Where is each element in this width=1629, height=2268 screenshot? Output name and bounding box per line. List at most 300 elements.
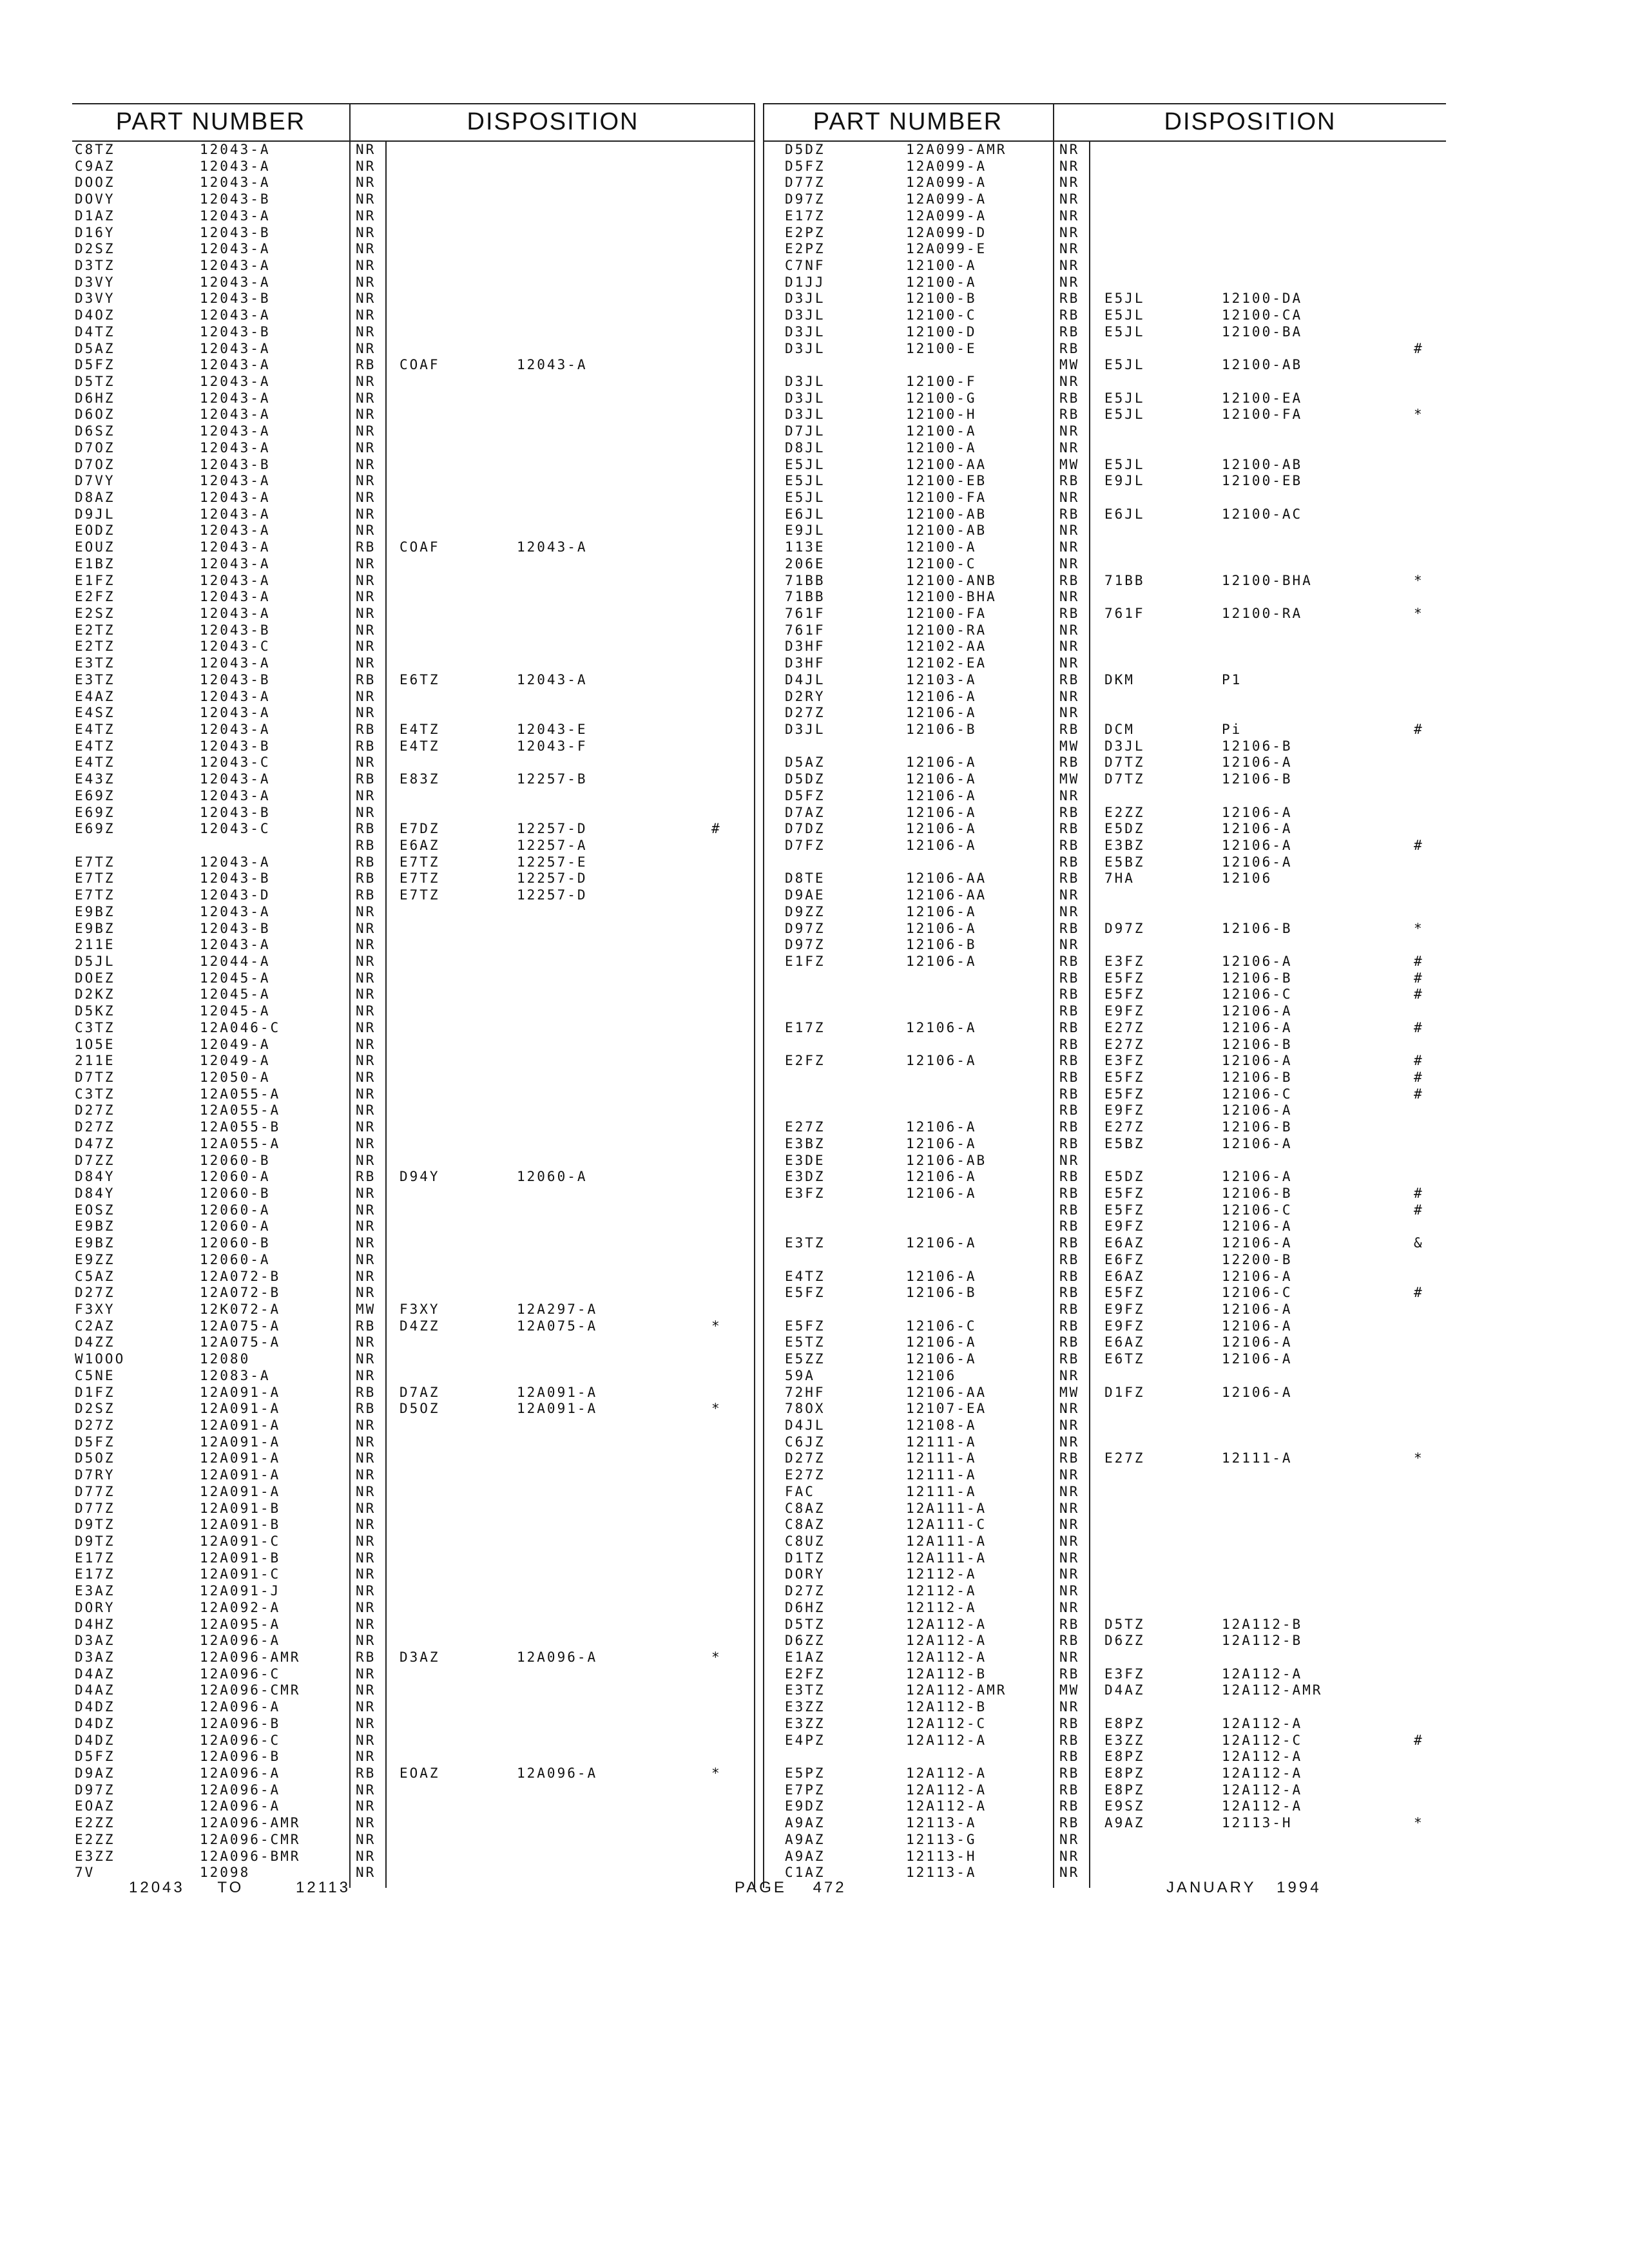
table-row <box>763 1450 1446 1467</box>
part-number: 12043-A <box>200 903 271 919</box>
part-number: 12060-A <box>200 1169 271 1185</box>
table-row <box>72 655 755 672</box>
disposition-code: NR <box>1059 639 1080 655</box>
replacement-number: 12106-B <box>1222 738 1293 754</box>
disposition-code: NR <box>1059 555 1080 572</box>
disposition-code: NR <box>356 224 376 240</box>
table-row <box>72 1550 755 1567</box>
part-code: D5FZ <box>75 1434 115 1450</box>
disposition-code: NR <box>356 1102 376 1119</box>
table-row <box>763 324 1446 341</box>
replacement-code: E27Z <box>1104 1036 1145 1052</box>
replacement-code: E6TZ <box>1104 1351 1145 1367</box>
table-row <box>763 705 1446 722</box>
disposition-code: NR <box>1059 258 1080 273</box>
table-row <box>763 1815 1446 1832</box>
part-code: D3JL <box>785 407 825 423</box>
replacement-code: E4TZ <box>400 722 440 737</box>
replacement-number: 12A112-B <box>1222 1633 1303 1649</box>
disposition-code: NR <box>356 655 376 671</box>
part-code: EOAZ <box>75 1798 115 1814</box>
part-number: 12100-B <box>906 291 977 307</box>
mark: # <box>1414 970 1424 986</box>
replacement-number: 12106-C <box>1222 1285 1293 1301</box>
disposition-code: NR <box>356 1251 376 1267</box>
table-row <box>72 1169 755 1186</box>
disposition-code: NR <box>1059 490 1080 505</box>
replacement-number: 12106-B <box>1222 970 1293 986</box>
part-code: D1TZ <box>785 1550 825 1566</box>
part-code: E2PZ <box>785 241 825 257</box>
replacement-code: E8PZ <box>1104 1782 1145 1798</box>
replacement-number: 12106-A <box>1222 1169 1293 1185</box>
disposition-code: NR <box>1059 655 1080 671</box>
table-row <box>763 639 1446 655</box>
part-number: 12100-A <box>906 439 977 456</box>
mark: * <box>1414 572 1424 588</box>
replacement-number: 12100-BA <box>1222 323 1303 340</box>
disposition-code: NR <box>356 920 376 936</box>
table-row <box>72 738 755 755</box>
part-code: E9ZZ <box>75 1251 115 1267</box>
disposition-code: NR <box>356 1268 376 1284</box>
disposition-code: RB <box>1059 1450 1080 1466</box>
replacement-code: E8PZ <box>1104 1765 1145 1781</box>
part-code: D6HZ <box>785 1599 825 1615</box>
table-row <box>72 407 755 423</box>
part-code: E17Z <box>785 1019 825 1035</box>
part-code: D77Z <box>785 175 825 191</box>
replacement-number: 12200-B <box>1222 1251 1293 1267</box>
replacement-number: 12257-B <box>517 771 588 787</box>
replacement-number: 12100-DA <box>1222 291 1303 307</box>
replacement-code: COAF <box>400 357 440 373</box>
replacement-code: E9FZ <box>1104 1302 1145 1317</box>
part-code: E9DZ <box>785 1798 825 1814</box>
table-row <box>72 523 755 539</box>
part-code: D7ZZ <box>75 1152 115 1168</box>
table-row <box>72 1334 755 1351</box>
part-code: D97Z <box>785 920 825 936</box>
part-number: 12A112-C <box>906 1715 987 1731</box>
replacement-number: 12A112-C <box>1222 1732 1303 1748</box>
part-code: E1AZ <box>785 1649 825 1665</box>
replacement-number: 12106 <box>1222 870 1273 887</box>
table-row <box>72 639 755 655</box>
page-label: PAGE <box>735 1879 787 1896</box>
part-code: 761F <box>785 622 825 638</box>
part-code: D5DZ <box>785 142 825 157</box>
part-number: 12112-A <box>906 1599 977 1615</box>
part-number: 12049-A <box>200 1053 271 1069</box>
part-code: E2FZ <box>785 1666 825 1682</box>
table-row <box>763 142 1446 159</box>
part-code: D84Y <box>75 1186 115 1201</box>
table-row <box>72 1368 755 1385</box>
disposition-code: NR <box>356 705 376 721</box>
table-row <box>763 1749 1446 1765</box>
part-code: D1AZ <box>75 207 115 224</box>
part-code: D7JL <box>785 423 825 439</box>
table-row <box>72 1136 755 1153</box>
part-code: D8AZ <box>75 490 115 505</box>
part-code: D4DZ <box>75 1699 115 1715</box>
disposition-code: NR <box>356 1782 376 1798</box>
disposition-code: RB <box>356 1649 376 1665</box>
replacement-code: E5FZ <box>1104 1070 1145 1085</box>
replacement-code: D1FZ <box>1104 1384 1145 1400</box>
table-row <box>72 241 755 258</box>
replacement-code: E5JL <box>1104 357 1145 373</box>
disposition-code: NR <box>356 1715 376 1731</box>
replacement-number: 12A096-A <box>517 1765 598 1781</box>
part-code: D1FZ <box>75 1384 115 1400</box>
table-row <box>72 986 755 1003</box>
part-number: 12100-D <box>906 323 977 340</box>
part-number: 12A112-A <box>906 1633 987 1649</box>
table-row <box>763 1285 1446 1302</box>
table-row <box>72 1020 755 1037</box>
table-row <box>72 1649 755 1666</box>
table-row <box>763 473 1446 490</box>
part-code: E69Z <box>75 821 115 837</box>
replacement-number: 12106-A <box>1222 1318 1293 1334</box>
replacement-code: D5TZ <box>1104 1616 1145 1632</box>
disposition-code: NR <box>1059 1418 1080 1433</box>
replacement-code: DCM <box>1104 722 1135 737</box>
replacement-code: E3BZ <box>1104 838 1145 853</box>
part-number: 12106-A <box>906 1186 977 1201</box>
replacement-number: 12043-A <box>517 357 588 373</box>
part-code: C8UZ <box>785 1533 825 1549</box>
part-number: 12106-AA <box>906 870 987 887</box>
part-code: D9JL <box>75 506 115 522</box>
part-code: E5FZ <box>785 1318 825 1334</box>
table-row <box>72 771 755 788</box>
disposition-code: MW <box>1059 456 1080 472</box>
replacement-number: 12257-E <box>517 854 588 870</box>
disposition-code: NR <box>356 970 376 986</box>
disposition-code: NR <box>356 1566 376 1582</box>
table-row <box>763 1086 1446 1103</box>
table-row <box>763 986 1446 1003</box>
part-code: D5FZ <box>785 158 825 174</box>
part-code: D77Z <box>75 1500 115 1516</box>
part-number: 12043-A <box>200 523 271 539</box>
replacement-code: D5OZ <box>400 1401 440 1417</box>
replacement-code: D3JL <box>1104 738 1145 754</box>
part-number: 12106-AB <box>906 1152 987 1168</box>
part-number: 12043-B <box>200 671 271 687</box>
part-code: D4JL <box>785 671 825 687</box>
table-row <box>763 1153 1446 1169</box>
table-row <box>72 291 755 307</box>
disposition-code: RB <box>1059 1036 1080 1052</box>
replacement-code: E5DZ <box>1104 821 1145 837</box>
part-number: 12050-A <box>200 1070 271 1085</box>
part-code: E7TZ <box>75 870 115 887</box>
part-number: 12A112-A <box>906 1765 987 1781</box>
table-row <box>72 838 755 854</box>
part-code: E3ZZ <box>785 1715 825 1731</box>
disposition-code: NR <box>1059 224 1080 240</box>
replacement-code: E3FZ <box>1104 1053 1145 1069</box>
part-number: 12A112-A <box>906 1782 987 1798</box>
part-number: 12043-A <box>200 357 271 373</box>
table-row <box>72 1302 755 1318</box>
part-code: 59A <box>785 1367 815 1383</box>
replacement-code: E5FZ <box>1104 1186 1145 1201</box>
table-row <box>763 1318 1446 1335</box>
replacement-code: A9AZ <box>1104 1815 1145 1831</box>
replacement-code: E9FZ <box>1104 1102 1145 1119</box>
part-number: 12A112-A <box>906 1798 987 1814</box>
replacement-number: 12100-EB <box>1222 473 1303 489</box>
part-code: D2KZ <box>75 986 115 1003</box>
part-number: 12A091-C <box>200 1566 281 1582</box>
part-code: D5FZ <box>75 1749 115 1765</box>
disposition-code: NR <box>356 490 376 505</box>
replacement-number: 12A112-A <box>1222 1798 1303 1814</box>
replacement-code: E5FZ <box>1104 1202 1145 1218</box>
part-code: D6SZ <box>75 423 115 439</box>
table-row <box>72 539 755 556</box>
part-number: 12106-B <box>906 1285 977 1301</box>
part-code: E3DZ <box>785 1169 825 1185</box>
disposition-code: NR <box>356 1036 376 1052</box>
disposition-code: NR <box>356 1699 376 1715</box>
table-row <box>72 1070 755 1086</box>
disposition-code: NR <box>1059 1599 1080 1615</box>
replacement-code: E4TZ <box>400 738 440 754</box>
table-row <box>72 705 755 722</box>
disposition-code: NR <box>1059 191 1080 207</box>
part-number: 12044-A <box>200 954 271 969</box>
table-row <box>72 1501 755 1517</box>
part-number: 12A096-C <box>200 1732 281 1748</box>
part-code: C7NF <box>785 258 825 273</box>
table-row <box>763 1716 1446 1733</box>
part-number: 12113-H <box>906 1848 977 1864</box>
table-row <box>763 738 1446 755</box>
table-row <box>72 423 755 440</box>
part-number: 12043-A <box>200 175 271 191</box>
disposition-code: RB <box>1059 920 1080 936</box>
part-number: 12043-A <box>200 705 271 721</box>
part-number: 12A091-A <box>200 1418 281 1433</box>
part-code: E43Z <box>75 771 115 787</box>
table-row <box>72 904 755 921</box>
part-code: D3JL <box>785 390 825 406</box>
disposition-code: RB <box>1059 754 1080 771</box>
replacement-code: E6AZ <box>1104 1235 1145 1251</box>
table-row <box>72 341 755 358</box>
replacement-number: 12106-A <box>1222 1135 1293 1151</box>
part-number: 12049-A <box>200 1036 271 1052</box>
part-code: EOUZ <box>75 539 115 555</box>
part-number: 12A096-A <box>200 1782 281 1798</box>
disposition-code: RB <box>1059 1782 1080 1798</box>
replacement-code: E2ZZ <box>1104 804 1145 820</box>
disposition-code: NR <box>356 1367 376 1383</box>
part-code: D4HZ <box>75 1616 115 1632</box>
table-row <box>763 457 1446 474</box>
table-row <box>763 506 1446 523</box>
mark: * <box>711 1649 722 1665</box>
replacement-number: 12257-D <box>517 887 588 903</box>
part-number: 12111-A <box>906 1450 977 1466</box>
disposition-code: NR <box>356 1865 376 1881</box>
part-code: E1FZ <box>75 572 115 588</box>
table-row <box>763 407 1446 423</box>
table-row <box>72 606 755 622</box>
disposition-code: NR <box>356 191 376 207</box>
part-number: 12A099-AMR <box>906 142 1007 157</box>
replacement-number: 12257-D <box>517 870 588 887</box>
replacement-number: 12257-A <box>517 838 588 853</box>
disposition-code: NR <box>1059 1367 1080 1383</box>
part-code: E3TZ <box>75 671 115 687</box>
part-number: 12106-A <box>906 1334 977 1350</box>
table-row <box>763 1368 1446 1385</box>
table-row <box>72 1533 755 1550</box>
part-code: D97Z <box>785 937 825 953</box>
part-code: E5JL <box>785 473 825 489</box>
part-number: 12106-B <box>906 722 977 737</box>
part-number: 12043-A <box>200 688 271 704</box>
disposition-code: NR <box>356 241 376 257</box>
table-row <box>72 754 755 771</box>
part-number: 12113-G <box>906 1831 977 1847</box>
disposition-code: NR <box>1059 423 1080 439</box>
replacement-number: 12043-F <box>517 738 588 754</box>
disposition-code: NR <box>1059 937 1080 953</box>
part-number: 12106-A <box>906 1169 977 1185</box>
table-row <box>763 1467 1446 1484</box>
disposition-code: NR <box>356 1152 376 1168</box>
part-code: A9AZ <box>785 1815 825 1831</box>
replacement-number: 12106-A <box>1222 821 1293 837</box>
replacement-number: 12A112-A <box>1222 1715 1303 1731</box>
replacement-code: E9FZ <box>1104 1218 1145 1235</box>
replacement-code: E5FZ <box>1104 1086 1145 1102</box>
disposition-code: NR <box>356 622 376 638</box>
disposition-code: RB <box>356 1318 376 1334</box>
part-code: E2ZZ <box>75 1831 115 1847</box>
replacement-number: 12100-AC <box>1222 506 1303 522</box>
part-number: 12043-A <box>200 572 271 588</box>
replacement-number: 12A091-A <box>517 1401 598 1417</box>
part-number: 12A112-A <box>906 1616 987 1632</box>
part-code: EODZ <box>75 523 115 539</box>
disposition-header: DISPOSITION <box>467 108 639 135</box>
part-code: E69Z <box>75 804 115 820</box>
table-row <box>72 506 755 523</box>
part-code: C3TZ <box>75 1086 115 1102</box>
part-code: C2AZ <box>75 1318 115 1334</box>
mark: * <box>1414 407 1424 423</box>
table-row <box>763 1782 1446 1799</box>
mark: # <box>1414 340 1424 356</box>
disposition-code: NR <box>356 291 376 307</box>
part-code: D27Z <box>75 1285 115 1301</box>
part-code: E1FZ <box>785 954 825 969</box>
disposition-code: NR <box>1059 787 1080 803</box>
page-number-block <box>735 1879 847 1897</box>
table-row <box>763 1218 1446 1235</box>
part-code: DOOZ <box>75 175 115 191</box>
part-number: 12043-A <box>200 390 271 406</box>
part-code: 7V <box>75 1865 95 1881</box>
disposition-code: NR <box>356 506 376 522</box>
part-number: 12A112-AMR <box>906 1682 1007 1698</box>
table-row <box>763 1385 1446 1401</box>
part-number: 12083-A <box>200 1367 271 1383</box>
table-row <box>763 225 1446 242</box>
table-row <box>72 556 755 573</box>
part-code: D3JL <box>785 323 825 340</box>
part-number: 12A096-A <box>200 1633 281 1649</box>
replacement-code: DKM <box>1104 671 1135 687</box>
table-row <box>72 1385 755 1401</box>
part-code: D4JL <box>785 1418 825 1433</box>
part-code: D7RY <box>75 1467 115 1483</box>
part-number: 12106-A <box>906 787 977 803</box>
mark: # <box>1414 722 1424 737</box>
disposition-code: NR <box>1059 1401 1080 1417</box>
replacement-number: 12100-AB <box>1222 357 1303 373</box>
part-code: D5OZ <box>75 1450 115 1466</box>
part-code: E27Z <box>785 1467 825 1483</box>
part-number: 12100-ANB <box>906 572 997 588</box>
part-number: 12A099-E <box>906 241 987 257</box>
disposition-code: RB <box>1059 1765 1080 1781</box>
part-code: E5JL <box>785 456 825 472</box>
part-code: A9AZ <box>785 1831 825 1847</box>
disposition-code: RB <box>1059 986 1080 1003</box>
part-code: E2TZ <box>75 622 115 638</box>
table-row <box>72 274 755 291</box>
replacement-number: 12A112-A <box>1222 1666 1303 1682</box>
part-number: 12043-A <box>200 340 271 356</box>
replacement-number: 12106-B <box>1222 1186 1293 1201</box>
part-code: D5FZ <box>785 787 825 803</box>
part-code: D27Z <box>785 1450 825 1466</box>
part-number: 12A091-A <box>200 1434 281 1450</box>
disposition-code: NR <box>356 340 376 356</box>
part-number: 12100-AB <box>906 506 987 522</box>
table-row <box>72 1467 755 1484</box>
part-number: 12100-A <box>906 258 977 273</box>
replacement-code: E5JL <box>1104 323 1145 340</box>
table-row <box>763 341 1446 358</box>
disposition-code: RB <box>1059 506 1080 522</box>
part-code: C9AZ <box>75 158 115 174</box>
part-number: 12060-A <box>200 1218 271 1235</box>
part-number: 12043-A <box>200 539 271 555</box>
part-code: D7OZ <box>75 456 115 472</box>
disposition-code: NR <box>356 1434 376 1450</box>
table-row <box>763 1401 1446 1418</box>
table-row <box>763 1418 1446 1434</box>
part-number: 12A091-B <box>200 1550 281 1566</box>
part-number: 12A111-A <box>906 1550 987 1566</box>
part-number: 12043-A <box>200 423 271 439</box>
part-code: 78OX <box>785 1401 825 1417</box>
part-number: 12A096-CMR <box>200 1831 301 1847</box>
disposition-code: RB <box>356 1169 376 1185</box>
table-row <box>763 1649 1446 1666</box>
